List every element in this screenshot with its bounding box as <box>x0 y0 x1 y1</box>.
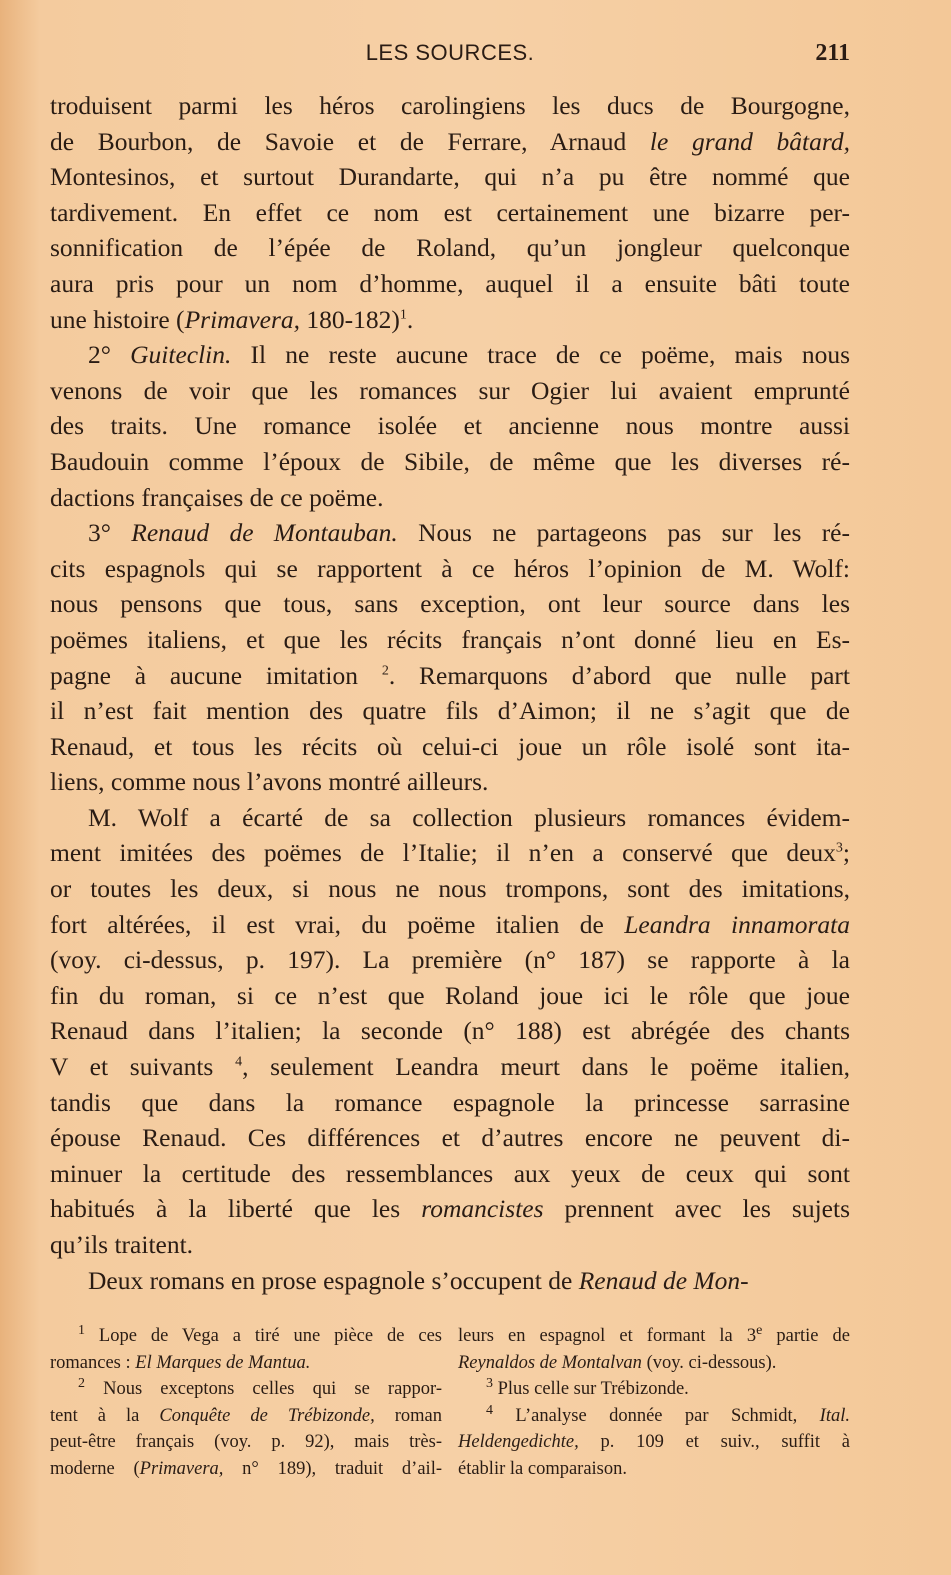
italic-text: Renaud de Mon- <box>578 1265 749 1295</box>
text-line <box>458 1376 850 1403</box>
page-header <box>50 40 850 80</box>
text-line <box>50 266 850 302</box>
text-run: établir la comparaison. <box>458 1458 628 1479</box>
text-run: roman <box>374 1405 442 1426</box>
text-line <box>50 88 850 124</box>
text-run: 3° <box>88 518 132 548</box>
page-number: 211 <box>815 40 850 66</box>
text-run: M. Wolf a écarté de sa collection plusieurs romances évidem- <box>88 802 850 832</box>
text-run: (voy. ci-dessous). <box>641 1352 777 1373</box>
footnote-ref: 2 <box>78 1375 85 1391</box>
italic-text: Leandra innamorata <box>624 909 850 939</box>
text-run: liens, comme nous l’avons montré ailleurs. <box>50 767 489 797</box>
text-line <box>50 764 850 800</box>
footnote-ref: 1 <box>78 1322 85 1338</box>
paragraph <box>50 515 850 800</box>
text-line <box>50 230 850 266</box>
text-run: Nous exceptons celles qui se rappor- <box>85 1379 442 1399</box>
text-run: pagne à aucune imitation <box>50 660 382 690</box>
text-run: . Remarquons d’abord que nulle part <box>388 660 850 690</box>
text-run: fort altérées, il est vrai, du poëme italien de <box>50 909 625 939</box>
text-run: tardivement. En effet ce nom est certainement une bizarre per- <box>50 197 850 227</box>
footnote-ref: 4 <box>235 1054 243 1070</box>
text-run: Montesinos, et surtout Durandarte, qui n’a pu être nommé que <box>50 162 850 192</box>
text-line <box>50 800 850 836</box>
text-run: peut-être français (voy. p. 92), mais très- <box>50 1432 442 1452</box>
text-run: leurs en espagnol et formant la 3 <box>458 1326 757 1346</box>
italic-text: Primavera, <box>139 1458 224 1479</box>
italic-text: Heldengedichte, <box>458 1432 579 1452</box>
text-line <box>50 1263 850 1299</box>
text-run: Nous ne partageons pas sur les ré- <box>397 518 850 548</box>
italic-text: romancistes <box>421 1194 544 1224</box>
text-run: Baudouin comme l’époux de Sibile, de même que les diverses ré- <box>50 446 850 476</box>
text-run: moderne ( <box>50 1458 140 1479</box>
italic-text: Primavera, <box>184 304 300 334</box>
text-line <box>50 907 850 943</box>
footnote-ref: 2 <box>381 663 389 678</box>
text-line <box>50 124 850 160</box>
italic-text: Conquête de Trébizonde, <box>159 1405 375 1426</box>
text-run: dactions françaises de ce poëme. <box>50 482 384 512</box>
text-run: poëmes italiens, et que les récits français n’ont donné lieu en Es- <box>50 624 850 654</box>
text-run: une histoire ( <box>50 304 185 334</box>
text-run: troduisent parmi les héros carolingiens les ducs de Bourgogne, <box>50 91 850 120</box>
text-line <box>50 551 850 587</box>
text-line <box>50 693 850 729</box>
text-line <box>50 1156 850 1192</box>
text-line <box>50 337 850 373</box>
text-run: de Bourbon, de Savoie et de Ferrare, Arnaud <box>50 126 650 156</box>
text-line <box>50 978 850 1014</box>
text-run: Renaud dans l’italien; la seconde (n° 188) est abrégée des chants <box>50 1016 850 1046</box>
text-line <box>50 871 850 907</box>
text-line <box>50 835 850 871</box>
paragraph <box>50 1263 850 1299</box>
text-line <box>50 1323 442 1350</box>
footnote-ref: e <box>756 1322 763 1338</box>
text-line <box>50 373 850 409</box>
text-line <box>458 1350 850 1377</box>
text-run: n° 189), traduit d’ail- <box>223 1458 442 1479</box>
text-run: , seulement Leandra meurt dans le poëme italien, <box>242 1052 850 1082</box>
text-run: Plus celle sur Trébizonde. <box>493 1379 689 1399</box>
running-title: LES SOURCES. <box>365 40 535 65</box>
text-line <box>50 1456 442 1483</box>
text-line <box>458 1403 850 1430</box>
text-run: tandis que dans la romance espagnole la princesse sarrasine <box>50 1087 850 1117</box>
text-line <box>50 622 850 658</box>
text-run: sonnification de l’épée de Roland, qu’un jongleur quelconque <box>50 233 850 263</box>
text-line <box>50 1013 850 1049</box>
footnote-ref: 1 <box>399 307 407 323</box>
text-line <box>50 1120 850 1156</box>
text-line <box>458 1323 850 1350</box>
text-run: habitués à la liberté que les <box>50 1194 422 1224</box>
text-line <box>458 1456 850 1483</box>
text-line <box>50 159 850 195</box>
text-run: cits espagnols qui se rapportent à ce héros l’opinion de M. Wolf: <box>50 553 850 583</box>
text-line <box>50 1376 442 1403</box>
text-run: or toutes les deux, si nous ne nous trompons, sont des imitations, <box>50 874 850 904</box>
text-run: Il ne reste aucune trace de ce poëme, mais nous <box>231 340 850 370</box>
text-line <box>50 1049 850 1085</box>
italic-text: Guiteclin. <box>130 340 232 370</box>
text-run: romances : <box>50 1352 136 1373</box>
text-run: (voy. ci-dessus, p. 197). La première (n° 187) se rapporte à la <box>50 945 850 975</box>
footnote-ref: 3 <box>486 1375 493 1391</box>
footnotes-left-column <box>50 1323 442 1482</box>
text-run: ment imitées des poëmes de l’Italie; il n’en a conservé que deux <box>50 838 836 868</box>
text-line <box>50 658 850 694</box>
text-line <box>50 1085 850 1121</box>
text-run: prennent avec les sujets <box>543 1194 850 1224</box>
text-run: épouse Renaud. Ces différences et d’autres encore ne peuvent di- <box>50 1123 850 1153</box>
text-run: Renaud, et tous les récits où celui-ci joue un rôle isolé sont ita- <box>50 731 850 761</box>
text-line <box>50 1403 442 1430</box>
text-line <box>50 408 850 444</box>
text-run: L’analyse donnée par Schmidt, <box>493 1405 820 1426</box>
text-run: ; <box>842 838 850 868</box>
text-run: 180-182) <box>300 304 400 334</box>
italic-text: Reynaldos de Montalvan <box>458 1352 642 1373</box>
text-run: Deux romans en prose espagnole s’occupent de <box>88 1265 579 1295</box>
text-line <box>50 586 850 622</box>
text-line <box>50 1429 442 1456</box>
footnote-ref: 3 <box>835 840 843 856</box>
text-run: il n’est fait mention des quatre fils d’Aimon; il ne s’agit que de <box>50 696 850 726</box>
text-line <box>458 1429 850 1456</box>
text-line <box>50 1191 850 1227</box>
italic-text: le grand bâtard, <box>649 126 850 156</box>
italic-text: Renaud de Montauban. <box>131 518 398 548</box>
text-run: tent à la <box>50 1405 160 1426</box>
text-run: des traits. Une romance isolée et ancienne nous montre aussi <box>50 411 850 441</box>
text-run: 2° <box>88 340 131 370</box>
text-line <box>50 942 850 978</box>
footnotes <box>50 1323 850 1482</box>
text-line <box>50 729 850 765</box>
text-run: nous pensons que tous, sans exception, ont leur source dans les <box>50 589 850 619</box>
text-run: fin du roman, si ce n’est que Roland joue ici le rôle que joue <box>50 980 850 1010</box>
text-run: venons de voir que les romances sur Ogier lui avaient emprunté <box>50 375 850 405</box>
footnotes-right-column <box>458 1323 850 1482</box>
italic-text: Ital. <box>819 1405 850 1426</box>
paragraph <box>50 800 850 1263</box>
paragraph <box>50 88 850 337</box>
text-line <box>50 1350 442 1377</box>
text-run: . <box>406 304 414 334</box>
footnote-ref: 4 <box>486 1402 493 1418</box>
text-line <box>50 195 850 231</box>
italic-text: El Marques de Mantua. <box>135 1352 311 1373</box>
text-run: V et suivants <box>50 1052 236 1082</box>
text-line <box>50 1227 850 1263</box>
text-run: minuer la certitude des ressemblances aux yeux de ceux qui sont <box>50 1158 850 1188</box>
text-run: partie de <box>762 1326 850 1346</box>
text-run: Lope de Vega a tiré une pièce de ces <box>85 1326 442 1346</box>
text-run: qu’ils traitent. <box>50 1230 194 1259</box>
text-run: p. 109 et suiv., suffit à <box>578 1432 850 1452</box>
paragraph <box>50 337 850 515</box>
text-run: aura pris pour un nom d’homme, auquel il a ensuite bâti toute <box>50 268 850 298</box>
text-line <box>50 480 850 516</box>
text-line <box>50 302 850 338</box>
text-line <box>50 515 850 551</box>
main-text <box>50 88 850 1298</box>
text-line <box>50 444 850 480</box>
